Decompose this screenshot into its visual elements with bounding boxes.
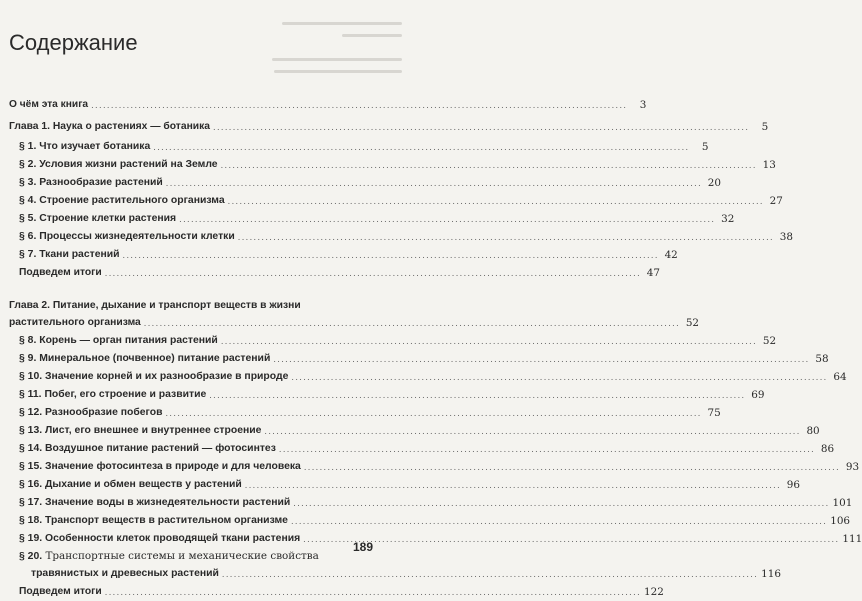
section-title: Условия жизни растений на Земле xyxy=(39,159,218,170)
section-number: § 4. xyxy=(19,195,37,206)
section-number: § 5. xyxy=(19,213,37,224)
page-number: 47 xyxy=(646,267,661,279)
page-number: 106 xyxy=(830,515,851,527)
leader-dots: ........................................................................................................................................ xyxy=(278,445,816,454)
page-number: 13 xyxy=(762,159,776,171)
leader-dots: ........................................................................................................................................ xyxy=(165,179,703,188)
page-number: 80 xyxy=(806,425,820,437)
bleed-through-text xyxy=(270,0,420,80)
entry-title xyxy=(19,138,150,156)
page-number: 75 xyxy=(707,407,721,419)
leader-dots: ........................................................................................................................................ xyxy=(291,373,828,382)
section-number: § 17. xyxy=(19,497,43,508)
entry-title xyxy=(19,512,288,530)
section-title: Воздушное питание растений — фотосинтез xyxy=(45,443,276,454)
toc-entry-section-20[interactable] xyxy=(9,548,781,583)
leader-dots: ........................................................................................................................................ xyxy=(179,215,716,224)
section-number: § 7. xyxy=(19,249,37,260)
leader-dots: ........................................................................................................................................ xyxy=(104,588,642,597)
entry-title xyxy=(19,368,288,386)
entry-title xyxy=(19,246,120,264)
section-number: § 1. xyxy=(19,141,37,152)
page-number: 101 xyxy=(832,497,853,509)
toc-entry-section[interactable] xyxy=(9,174,722,192)
chapter-title-line-1: Глава 2. Питание, дыхание и транспорт веществ в жизни xyxy=(9,300,301,311)
table-of-contents xyxy=(9,96,862,601)
leader-dots: ........................................................................................................................................ xyxy=(153,143,690,152)
chapter-2-heading[interactable] xyxy=(9,314,700,332)
page-number: 64 xyxy=(833,371,847,383)
entry-title xyxy=(19,332,218,350)
leader-dots: ........................................................................................................................................ xyxy=(143,319,681,328)
toc-entry-section[interactable] xyxy=(9,368,847,386)
toc-entry-section[interactable] xyxy=(9,228,793,246)
toc-entry-section[interactable] xyxy=(9,350,829,368)
leader-dots: ........................................................................................................................................ xyxy=(104,269,642,278)
entry-title: Подведем итоги xyxy=(19,586,102,597)
leader-dots: ........................................................................................................................................ xyxy=(303,463,841,472)
page-number: 58 xyxy=(815,353,829,365)
section-number: § 3. xyxy=(19,177,37,188)
section-number: § 16. xyxy=(19,479,43,490)
page-number: 5 xyxy=(701,141,709,153)
section-number: § 13. xyxy=(19,425,43,436)
entry-title xyxy=(19,458,301,476)
section-number: § 2. xyxy=(19,159,37,170)
toc-entry-section[interactable] xyxy=(9,246,678,264)
section-title: Особенности клеток проводящей ткани растения xyxy=(45,533,301,544)
toc-entry-section[interactable] xyxy=(9,476,801,494)
section-title: Значение корней и их разнообразие в природе xyxy=(45,371,289,382)
page-number: 3 xyxy=(639,99,647,111)
toc-entry-section[interactable] xyxy=(9,512,851,530)
section-title: Транспорт веществ в растительном организме xyxy=(45,515,288,526)
leader-dots: ........................................................................................................................................ xyxy=(244,481,782,490)
entry-title xyxy=(19,440,276,458)
section-title: Ткани растений xyxy=(39,249,120,260)
leader-dots: ........................................................................................................................................ xyxy=(91,101,628,110)
entry-title xyxy=(19,422,261,440)
toc-entry-section[interactable] xyxy=(9,138,709,156)
toc-entry-section[interactable] xyxy=(9,422,820,440)
section-number: § 19. xyxy=(19,533,43,544)
leader-dots: ........................................................................................................................................ xyxy=(273,355,810,364)
page-number: 27 xyxy=(769,195,783,207)
entry-title xyxy=(19,494,290,512)
section-title: Корень — орган питания растений xyxy=(39,335,218,346)
section-title: Разнообразие растений xyxy=(39,177,163,188)
section-20-line-1 xyxy=(9,548,374,565)
chapter-title-line-2: растительного организма xyxy=(9,317,141,328)
page-number: 38 xyxy=(779,231,793,243)
leader-dots: ........................................................................................................................................ xyxy=(290,517,828,526)
chapter-1 xyxy=(9,118,793,282)
toc-entry-section[interactable] xyxy=(9,404,721,422)
leader-dots: ........................................................................................................................................ xyxy=(293,499,830,508)
page-number: 52 xyxy=(685,317,700,329)
page-number: 5 xyxy=(761,121,769,133)
section-number: § 8. xyxy=(19,335,37,346)
entry-title xyxy=(19,174,163,192)
leader-dots: ........................................................................................................................................ xyxy=(221,570,759,579)
section-title-line-2: травянистых и древесных растений xyxy=(31,568,219,579)
section-title: Дыхание и обмен веществ у растений xyxy=(45,479,242,490)
section-number: § 6. xyxy=(19,231,37,242)
chapter-title: Глава 1. Наука о растениях — ботаника xyxy=(9,121,211,132)
entry-title xyxy=(19,228,235,246)
leader-dots: ........................................................................................................................................ xyxy=(264,427,801,436)
toc-entry-summary[interactable] xyxy=(9,583,664,601)
section-20-line-2 xyxy=(9,565,781,583)
entry-title: О чём эта книга xyxy=(9,99,89,110)
toc-entry-section[interactable] xyxy=(9,440,835,458)
toc-entry-section[interactable] xyxy=(9,156,776,174)
entry-title xyxy=(19,476,242,494)
section-number: § 12. xyxy=(19,407,43,418)
leader-dots: ........................................................................................................................................ xyxy=(209,391,746,400)
toc-entry-summary[interactable] xyxy=(9,264,661,282)
entry-title xyxy=(19,156,218,174)
page-number: 86 xyxy=(820,443,835,455)
page-folio-number: 189 xyxy=(352,540,373,554)
section-number: § 14. xyxy=(19,443,43,454)
toc-entry-section[interactable] xyxy=(9,192,783,210)
entry-title: Подведем итоги xyxy=(19,267,102,278)
page-number: 93 xyxy=(845,461,860,473)
chapter-2 xyxy=(9,298,862,601)
section-title: Строение клетки растения xyxy=(39,213,177,224)
page-number: 20 xyxy=(707,177,722,189)
entry-title xyxy=(19,350,270,368)
section-title: Процессы жизнедеятельности клетки xyxy=(39,231,235,242)
entry-title xyxy=(19,386,206,404)
section-title: Побег, его строение и развитие xyxy=(44,389,207,400)
page-number: 32 xyxy=(721,213,735,225)
leader-dots: ........................................................................................................................................ xyxy=(122,251,659,260)
toc-entry-section[interactable] xyxy=(9,332,777,350)
section-title: Значение фотосинтеза в природе и для человека xyxy=(45,461,301,472)
leader-dots: ........................................................................................................................................ xyxy=(227,197,764,206)
entry-title xyxy=(19,530,300,548)
toc-entry-section[interactable] xyxy=(9,210,735,228)
section-number: § 18. xyxy=(19,515,43,526)
page-number: 52 xyxy=(762,335,777,347)
section-number: § 10. xyxy=(19,371,43,382)
entry-title xyxy=(19,404,162,422)
toc-entry-section[interactable] xyxy=(9,386,765,404)
section-title: Что изучает ботаника xyxy=(39,141,151,152)
leader-dots: ........................................................................................................................................ xyxy=(237,233,774,242)
section-title-line-1: Транспортные системы и механические свойства xyxy=(45,550,319,562)
toc-entry-section[interactable] xyxy=(9,494,853,512)
page-number: 111 xyxy=(842,533,862,545)
section-title: Строение растительного организма xyxy=(39,195,225,206)
toc-entry-section[interactable] xyxy=(9,458,860,476)
toc-entry-section[interactable] xyxy=(9,530,862,548)
toc-entry-intro[interactable] xyxy=(9,96,647,114)
leader-dots: ........................................................................................................................................ xyxy=(303,535,840,544)
section-number: § 20. xyxy=(19,551,43,562)
leader-dots: ........................................................................................................................................ xyxy=(165,409,702,418)
section-title: Разнообразие побегов xyxy=(45,407,163,418)
leader-dots: ........................................................................................................................................ xyxy=(213,123,750,132)
section-number: § 9. xyxy=(19,353,37,364)
page-title: Содержание xyxy=(9,30,138,55)
page-number: 69 xyxy=(751,389,765,401)
entry-title xyxy=(19,210,176,228)
section-number: § 15. xyxy=(19,461,43,472)
section-number: § 11. xyxy=(19,389,42,400)
entry-title xyxy=(19,192,225,210)
page-number: 96 xyxy=(786,479,801,491)
page-number: 42 xyxy=(664,249,678,261)
leader-dots: ........................................................................................................................................ xyxy=(220,161,757,170)
page-number: 116 xyxy=(761,568,781,580)
section-title: Минеральное (почвенное) питание растений xyxy=(39,353,271,364)
leader-dots: ........................................................................................................................................ xyxy=(220,337,758,346)
chapter-1-heading[interactable] xyxy=(9,118,769,136)
section-title: Значение воды в жизнедеятельности растений xyxy=(45,497,291,508)
section-title: Лист, его внешнее и внутреннее строение xyxy=(45,425,262,436)
page-number: 122 xyxy=(644,586,664,598)
